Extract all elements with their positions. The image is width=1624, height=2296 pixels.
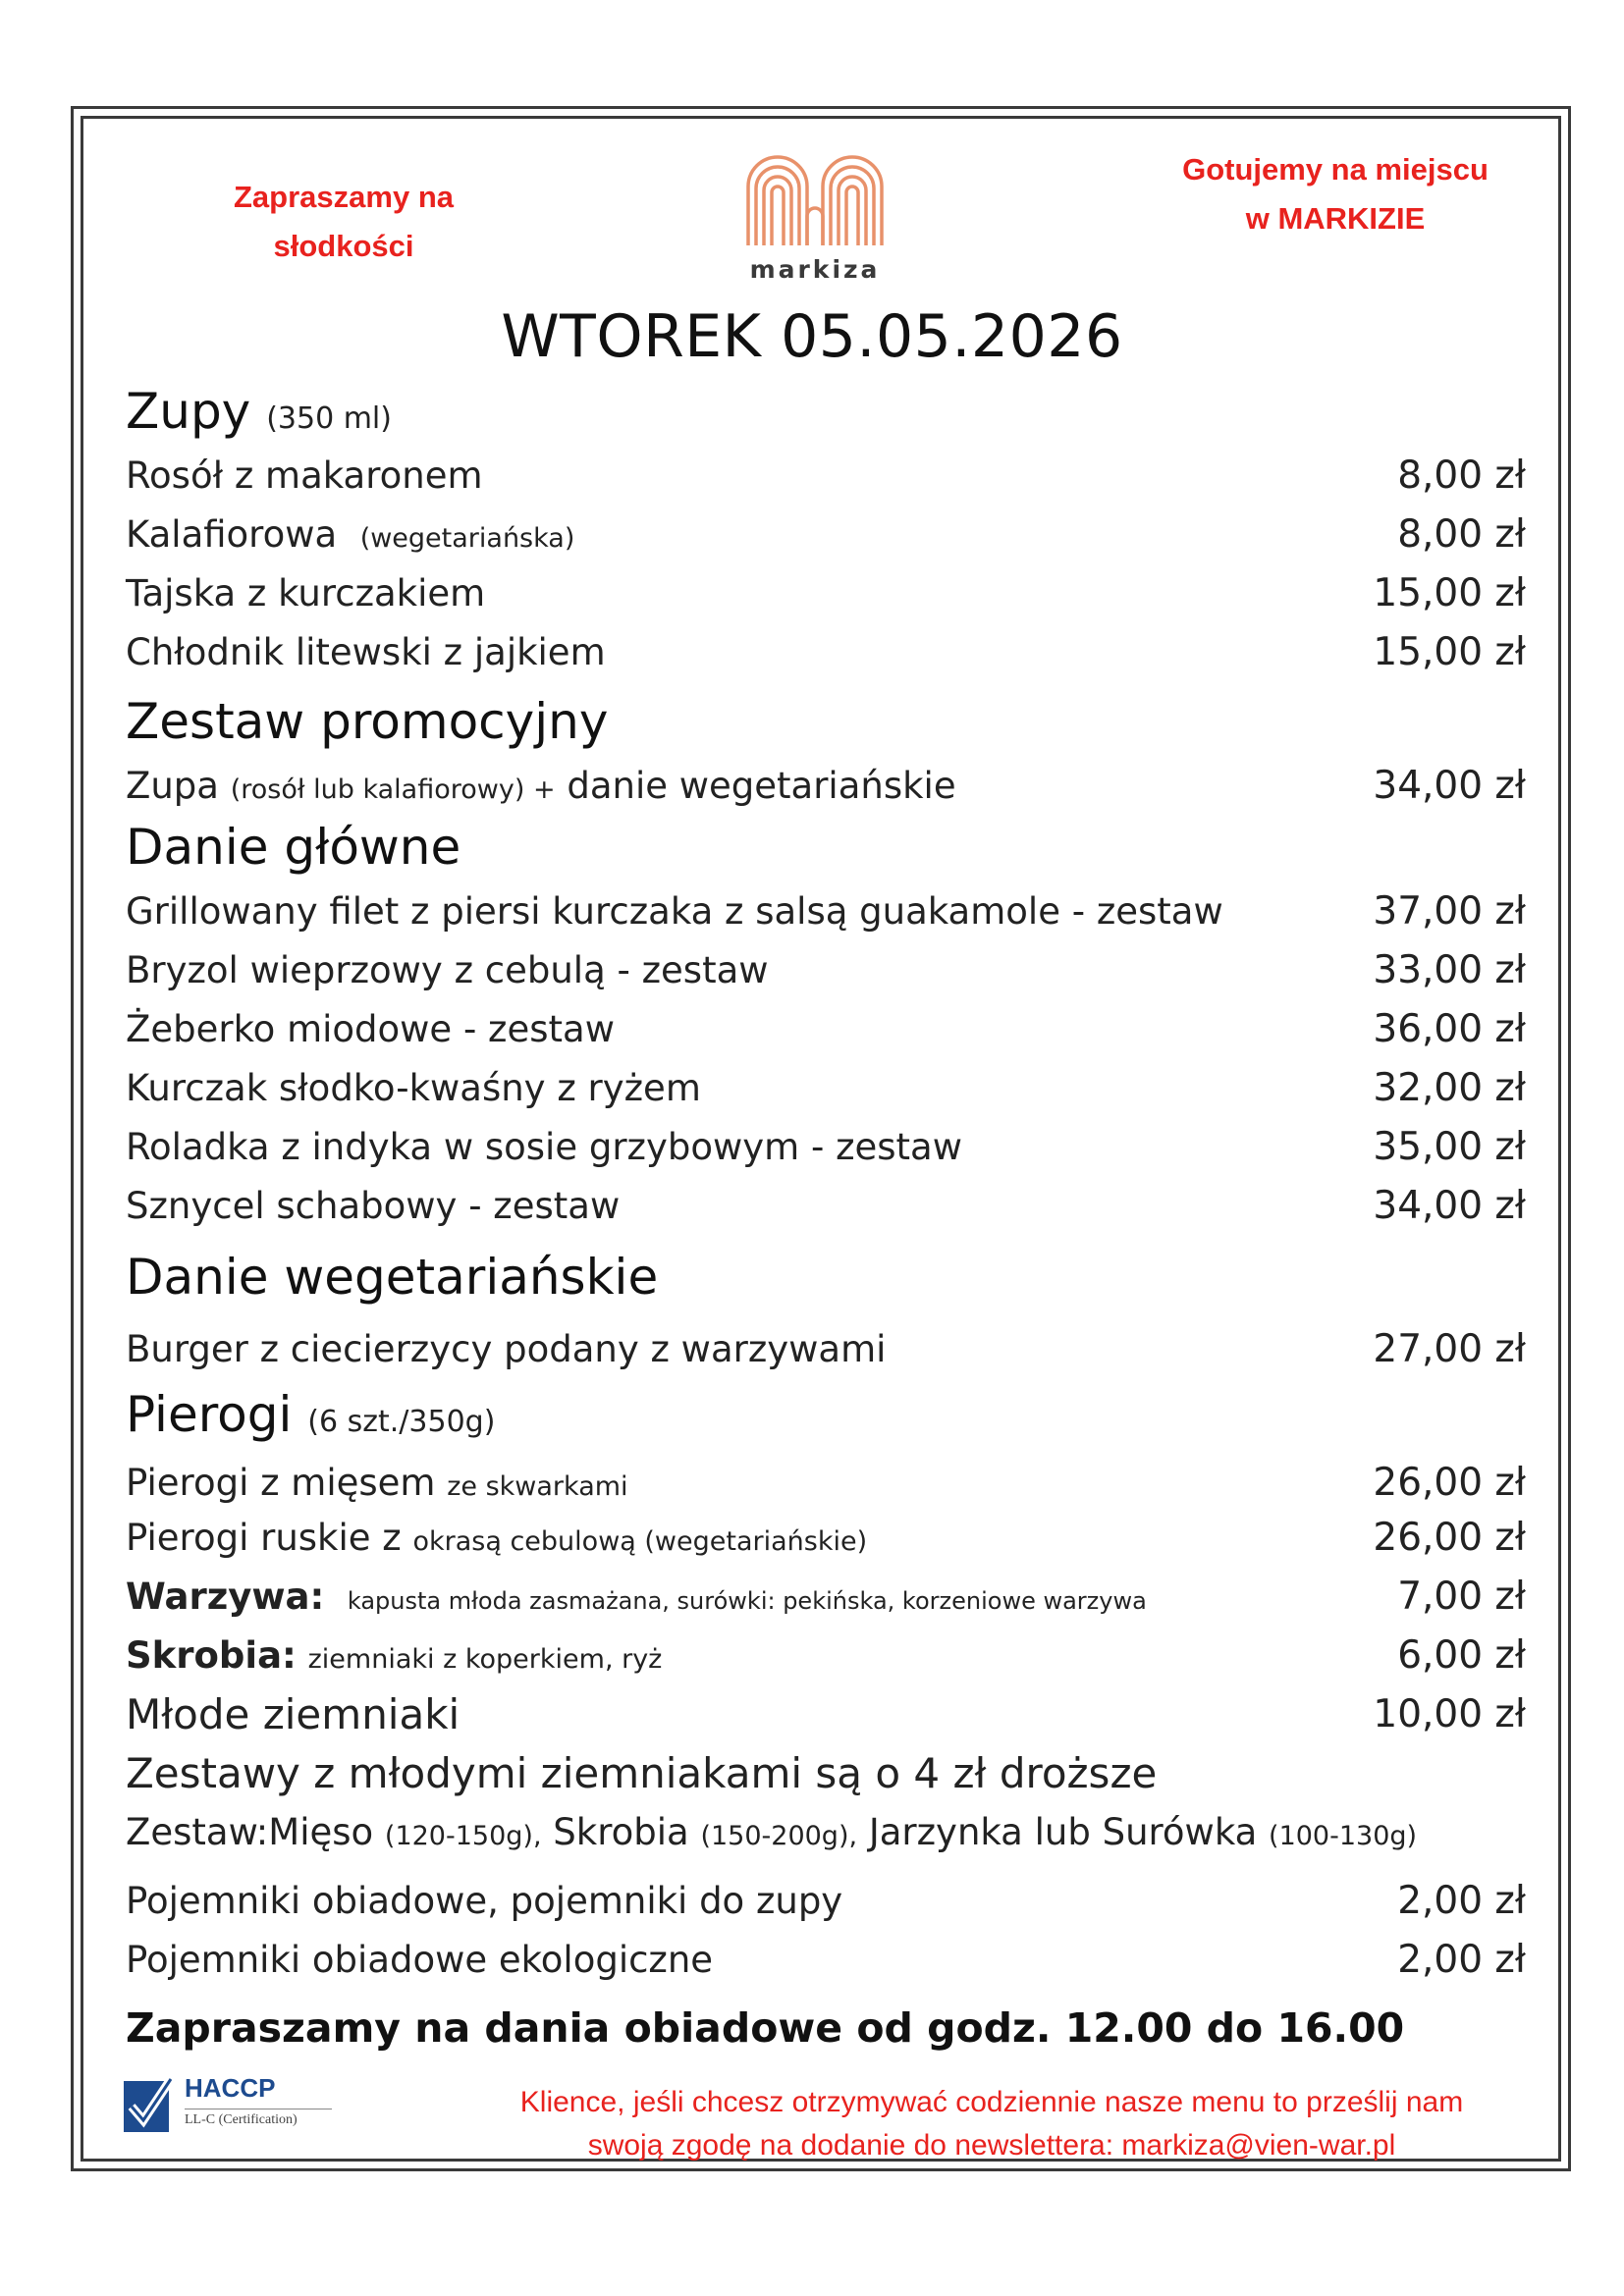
- item-price: 27,00 zł: [1373, 1326, 1526, 1371]
- def-part: Jarzynka lub Surówka: [868, 1810, 1258, 1853]
- menu-item: [126, 1455, 1526, 1510]
- menu-item-skrobia: [126, 1628, 1526, 1682]
- item-price: 7,00 zł: [1397, 1574, 1526, 1619]
- item-name-text: danie wegetariańskie: [567, 764, 956, 807]
- item-name: [126, 1462, 628, 1504]
- item-name: [126, 765, 956, 807]
- menu-item: [126, 1510, 1526, 1565]
- menu-item: [126, 883, 1526, 938]
- item-price: 32,00 zł: [1373, 1065, 1526, 1110]
- cooking-promo-line-1: Gotujemy na miejscu: [1182, 152, 1489, 187]
- zestaw-definition-text: [126, 1811, 1417, 1853]
- def-part: Zestaw:Mięso: [126, 1810, 374, 1853]
- newsletter-line-2: swoją zgodę na dodanie do newslettera: markiza@vien-war.pl: [587, 2129, 1396, 2162]
- menu-item: [126, 624, 1526, 679]
- def-note: (100-130g): [1269, 1820, 1418, 1851]
- section-pierogi: [126, 1386, 495, 1443]
- menu-item: [126, 1321, 1526, 1376]
- menu-item: [126, 448, 1526, 503]
- newsletter-line-1: Klience, jeśli chcesz otrzymywać codziennie nasze menu to prześlij nam: [519, 2086, 1464, 2118]
- item-price: 34,00 zł: [1373, 1183, 1526, 1228]
- item-name-text: Kalafiorowa: [126, 512, 338, 556]
- item-price: 36,00 zł: [1373, 1006, 1526, 1051]
- item-name: Rosół z makaronem: [126, 454, 483, 497]
- menu-item-mlode-ziemniaki: [126, 1686, 1526, 1741]
- item-name-text: Zupa: [126, 764, 219, 807]
- item-note: ze skwarkami: [447, 1470, 628, 1502]
- item-label: Warzywa:: [126, 1575, 325, 1618]
- item-name: Chłodnik litewski z jajkiem: [126, 630, 606, 673]
- menu-item: [126, 507, 1526, 561]
- zestaw-definition: [126, 1804, 1526, 1859]
- menu-item: [126, 1178, 1526, 1233]
- haccp-check-icon: [122, 2075, 175, 2136]
- item-note: kapusta młoda zasmażana, surówki: pekińska, korzeniowe warzywa: [347, 1586, 1147, 1615]
- haccp-title: HACCP: [185, 2073, 276, 2103]
- haccp-subtitle: LL-C (Certification): [185, 2112, 298, 2127]
- item-note: okrasą cebulową (wegetariańskie): [412, 1525, 868, 1557]
- item-note: ziemniaki z koperkiem, ryż: [307, 1643, 663, 1675]
- item-name: Żeberko miodowe - zestaw: [126, 1007, 615, 1050]
- item-price: 35,00 zł: [1373, 1124, 1526, 1169]
- item-price: 15,00 zł: [1373, 629, 1526, 674]
- def-part: Skrobia: [553, 1810, 689, 1853]
- item-name-text: Pierogi z mięsem: [126, 1461, 436, 1504]
- cooking-promo-line-2: w MARKIZIE: [1245, 201, 1426, 236]
- menu-item: [126, 1001, 1526, 1056]
- item-name: Młode ziemniaki: [126, 1689, 460, 1738]
- opening-hours: Zapraszamy na dania obiadowe od godz. 12.00 do 16.00: [126, 2004, 1405, 2052]
- item-name: [126, 1634, 662, 1677]
- menu-date: WTOREK 05.05.2026: [501, 302, 1123, 371]
- section-danie-wegetarianskie: Danie wegetariańskie: [126, 1249, 659, 1306]
- section-zestaw: Zestaw promocyjny: [126, 693, 609, 750]
- item-price: 2,00 zł: [1397, 1937, 1526, 1982]
- menu-item-warzywa: [126, 1569, 1526, 1624]
- item-price: 34,00 zł: [1373, 763, 1526, 808]
- zestawy-note: [126, 1745, 1526, 1800]
- def-note: (150-200g),: [700, 1820, 858, 1851]
- zestawy-note-text: Zestawy z młodymi ziemniakami są o 4 zł droższe: [126, 1748, 1158, 1797]
- section-zupy: [126, 383, 392, 440]
- item-name: Bryzol wieprzowy z cebulą - zestaw: [126, 948, 769, 991]
- menu-item-pojemniki: [126, 1873, 1526, 1928]
- logo-wordmark: markiza: [749, 255, 881, 284]
- section-danie-glowne: Danie główne: [126, 819, 461, 876]
- section-note: (6 szt./350g): [307, 1405, 496, 1439]
- menu-item: [126, 565, 1526, 620]
- item-price: 26,00 zł: [1373, 1460, 1526, 1505]
- item-name: Pojemniki obiadowe ekologiczne: [126, 1938, 714, 1981]
- item-name: Tajska z kurczakiem: [126, 571, 486, 614]
- item-name: Roladka z indyka w sosie grzybowym - zestaw: [126, 1125, 962, 1168]
- item-name: Pojemniki obiadowe, pojemniki do zupy: [126, 1879, 843, 1922]
- item-price: 10,00 zł: [1373, 1691, 1526, 1736]
- item-name: Kurczak słodko-kwaśny z ryżem: [126, 1066, 701, 1109]
- sweets-promo-line-1: Zapraszamy na: [234, 180, 454, 214]
- newsletter-info: [432, 2081, 1551, 2167]
- item-price: 8,00 zł: [1397, 453, 1526, 498]
- haccp-badge: [118, 2073, 334, 2144]
- item-note: (wegetariańska): [359, 522, 575, 554]
- item-price: 33,00 zł: [1373, 947, 1526, 992]
- item-name: [126, 1517, 867, 1559]
- item-name: [126, 1575, 1147, 1618]
- section-title: Pierogi: [126, 1386, 293, 1443]
- section-title: Zupy: [126, 383, 251, 440]
- item-name: Grillowany filet z piersi kurczaka z salsą guakamole - zestaw: [126, 889, 1223, 933]
- menu-item: [126, 1119, 1526, 1174]
- item-price: 8,00 zł: [1397, 511, 1526, 557]
- item-price: 15,00 zł: [1373, 570, 1526, 615]
- menu-item: [126, 1060, 1526, 1115]
- item-name: Burger z ciecierzycy podany z warzywami: [126, 1327, 887, 1370]
- item-label: Skrobia:: [126, 1633, 297, 1677]
- item-name-text: Pierogi ruskie z: [126, 1516, 402, 1559]
- cooking-promo: [1149, 145, 1522, 243]
- item-note: (rosół lub kalafiorowy) +: [230, 774, 556, 805]
- menu-item: [126, 942, 1526, 997]
- def-note: (120-150g),: [384, 1820, 542, 1851]
- menu-item-pojemniki-eko: [126, 1932, 1526, 1987]
- item-price: 2,00 zł: [1397, 1878, 1526, 1923]
- sweets-promo-line-2: słodkości: [273, 229, 414, 263]
- section-note: (350 ml): [266, 401, 392, 436]
- item-price: 26,00 zł: [1373, 1515, 1526, 1560]
- sweets-promo: [196, 173, 491, 271]
- item-name: [126, 513, 574, 556]
- item-price: 6,00 zł: [1397, 1632, 1526, 1678]
- markiza-logo-icon: [742, 147, 888, 249]
- menu-item: [126, 758, 1526, 813]
- item-price: 37,00 zł: [1373, 888, 1526, 934]
- markiza-logo: [707, 147, 923, 294]
- item-name: Sznycel schabowy - zestaw: [126, 1184, 621, 1227]
